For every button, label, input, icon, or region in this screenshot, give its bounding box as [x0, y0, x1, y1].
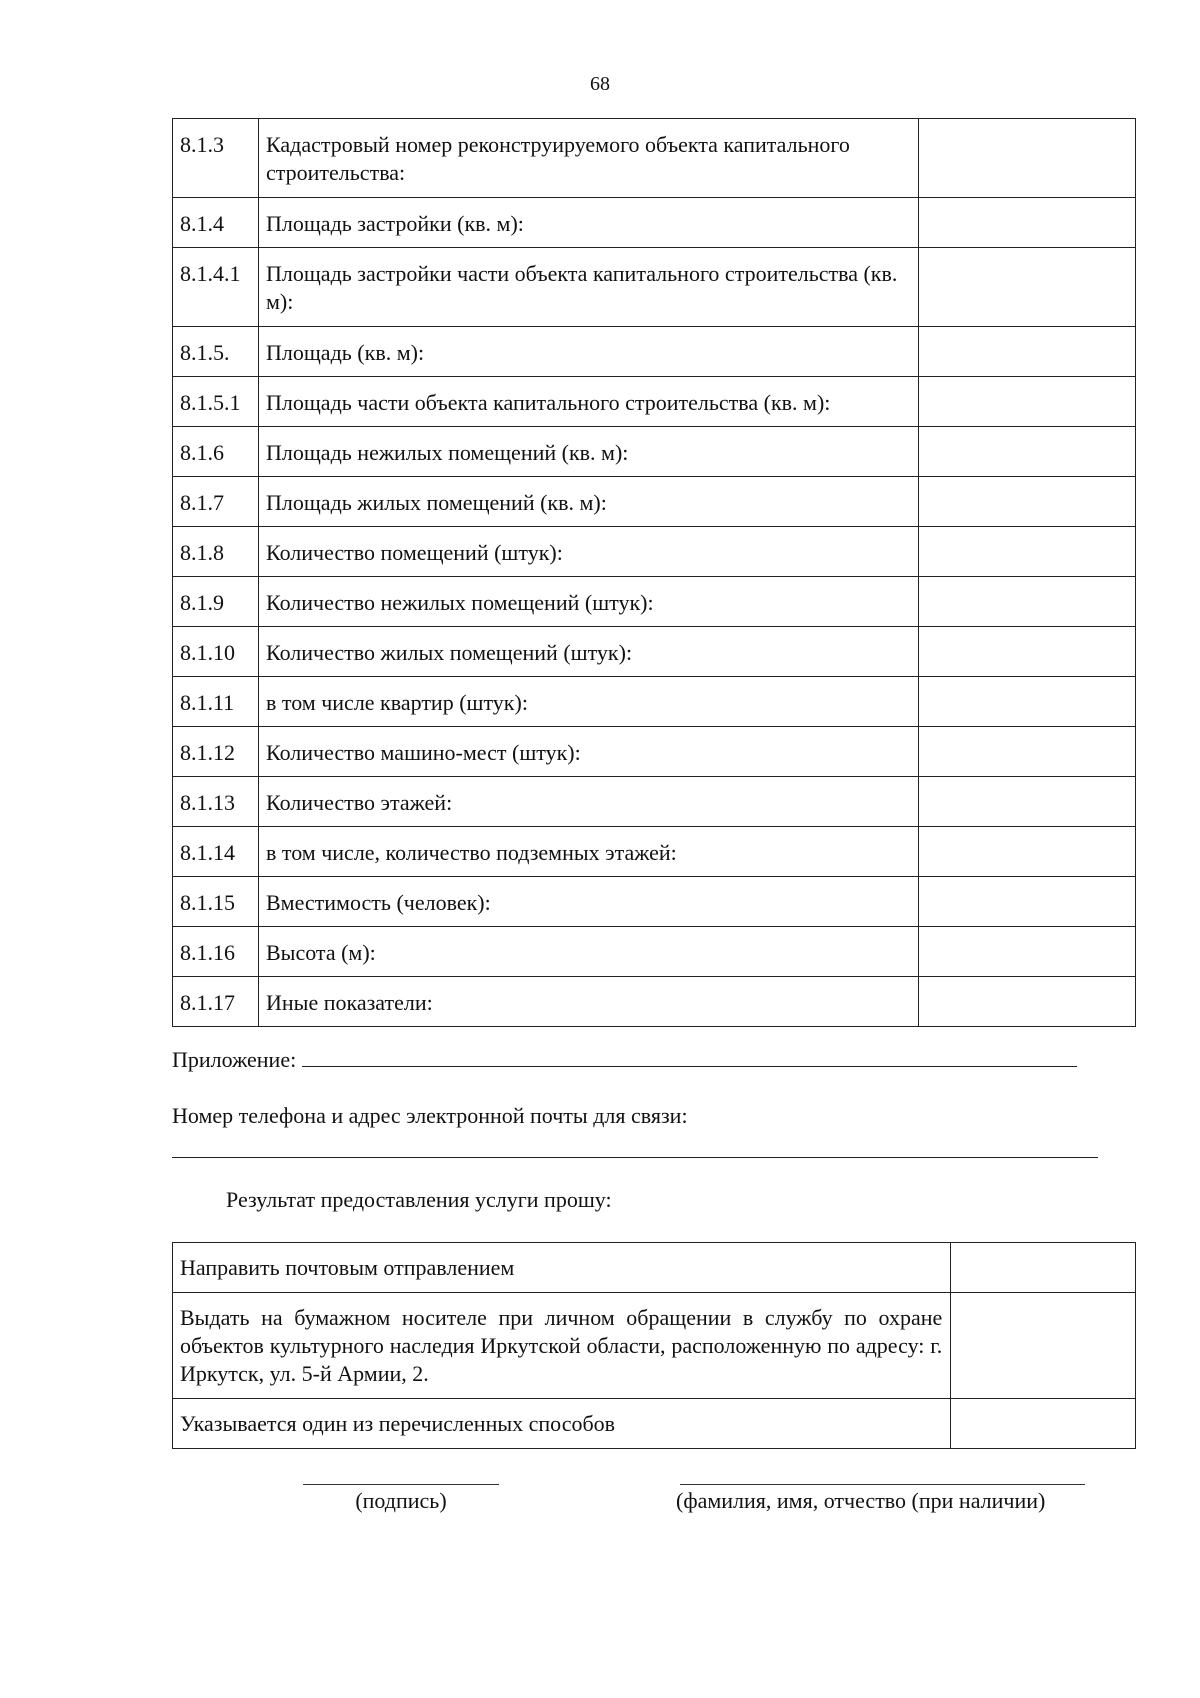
value-cell[interactable]	[919, 877, 1136, 927]
value-cell[interactable]	[919, 198, 1136, 248]
row-number: 8.1.5.	[173, 327, 259, 377]
attachment-label: Приложение:	[172, 1047, 297, 1072]
row-number: 8.1.7	[173, 477, 259, 527]
row-label: Площадь застройки части объекта капитального строительства (кв. м):	[259, 248, 919, 327]
table-row	[173, 119, 1136, 198]
contact-field[interactable]	[172, 1157, 1098, 1158]
table-row	[173, 927, 1136, 977]
table-row	[173, 577, 1136, 627]
table-row	[173, 427, 1136, 477]
value-cell[interactable]	[919, 927, 1136, 977]
value-cell[interactable]	[919, 727, 1136, 777]
value-cell[interactable]	[919, 777, 1136, 827]
option-mark-cell[interactable]	[951, 1243, 1136, 1293]
row-number: 8.1.6	[173, 427, 259, 477]
object-parameters-table	[172, 118, 1136, 1027]
row-number: 8.1.4	[173, 198, 259, 248]
row-number: 8.1.4.1	[173, 248, 259, 327]
value-cell[interactable]	[919, 627, 1136, 677]
table-row	[173, 977, 1136, 1027]
row-label: Количество помещений (штук):	[259, 527, 919, 577]
signature-line[interactable]	[303, 1484, 499, 1485]
value-cell[interactable]	[919, 677, 1136, 727]
value-cell[interactable]	[919, 827, 1136, 877]
value-cell[interactable]	[919, 527, 1136, 577]
table-row	[173, 198, 1136, 248]
row-number: 8.1.14	[173, 827, 259, 877]
value-cell[interactable]	[919, 427, 1136, 477]
value-cell[interactable]	[919, 577, 1136, 627]
result-label: Результат предоставления услуги прошу:	[226, 1187, 612, 1212]
row-label: в том числе, количество подземных этажей:	[259, 827, 919, 877]
row-label: в том числе квартир (штук):	[259, 677, 919, 727]
table-row	[173, 248, 1136, 327]
row-label: Площадь застройки (кв. м):	[259, 198, 919, 248]
row-number: 8.1.10	[173, 627, 259, 677]
row-label: Площадь части объекта капитального строительства (кв. м):	[259, 377, 919, 427]
option-label: Указывается один из перечисленных способов	[173, 1399, 951, 1449]
row-label: Площадь жилых помещений (кв. м):	[259, 477, 919, 527]
row-number: 8.1.15	[173, 877, 259, 927]
row-number: 8.1.3	[173, 119, 259, 198]
table-row	[173, 727, 1136, 777]
value-cell[interactable]	[919, 327, 1136, 377]
row-label: Количество нежилых помещений (штук):	[259, 577, 919, 627]
row-label: Количество жилых помещений (штук):	[259, 627, 919, 677]
row-label: Высота (м):	[259, 927, 919, 977]
row-label: Вместимость (человек):	[259, 877, 919, 927]
attachment-field[interactable]	[302, 1044, 1077, 1067]
table-row	[173, 1243, 1136, 1293]
row-label: Кадастровый номер реконструируемого объекта капитального строительства:	[259, 119, 919, 198]
full-name-caption: (фамилия, имя, отчество (при наличии)	[676, 1488, 1046, 1513]
table-row	[173, 777, 1136, 827]
value-cell[interactable]	[919, 377, 1136, 427]
row-number: 8.1.12	[173, 727, 259, 777]
option-mark-cell[interactable]	[951, 1293, 1136, 1399]
table-row	[173, 477, 1136, 527]
value-cell[interactable]	[919, 477, 1136, 527]
full-name-line[interactable]	[680, 1484, 1085, 1485]
row-number: 8.1.13	[173, 777, 259, 827]
signature-caption: (подпись)	[355, 1488, 447, 1513]
table-row	[173, 527, 1136, 577]
option-label: Выдать на бумажном носителе при личном обращении в службу по охране объектов культурного наследия Иркутской области, расположенную по адресу: г. Иркутск, ул. 5-й Армии, 2.	[173, 1293, 951, 1399]
table-row	[173, 877, 1136, 927]
contact-label: Номер телефона и адрес электронной почты для связи:	[172, 1103, 688, 1128]
row-number: 8.1.5.1	[173, 377, 259, 427]
table-row	[173, 1293, 1136, 1399]
row-label: Количество машино-мест (штук):	[259, 727, 919, 777]
table-row	[173, 627, 1136, 677]
row-label: Количество этажей:	[259, 777, 919, 827]
row-label: Иные показатели:	[259, 977, 919, 1027]
row-number: 8.1.16	[173, 927, 259, 977]
option-mark-cell[interactable]	[951, 1399, 1136, 1449]
row-label: Площадь (кв. м):	[259, 327, 919, 377]
row-number: 8.1.8	[173, 527, 259, 577]
attachment-line	[172, 1044, 1092, 1074]
table-row	[173, 827, 1136, 877]
option-label: Направить почтовым отправлением	[173, 1243, 951, 1293]
row-label: Площадь нежилых помещений (кв. м):	[259, 427, 919, 477]
row-number: 8.1.11	[173, 677, 259, 727]
delivery-method-table	[172, 1242, 1136, 1449]
row-number: 8.1.17	[173, 977, 259, 1027]
page-number: 68	[590, 73, 610, 95]
table-row	[173, 677, 1136, 727]
table-row	[173, 1399, 1136, 1449]
table-row	[173, 327, 1136, 377]
table-row	[173, 377, 1136, 427]
value-cell[interactable]	[919, 977, 1136, 1027]
row-number: 8.1.9	[173, 577, 259, 627]
value-cell[interactable]	[919, 248, 1136, 327]
value-cell[interactable]	[919, 119, 1136, 198]
